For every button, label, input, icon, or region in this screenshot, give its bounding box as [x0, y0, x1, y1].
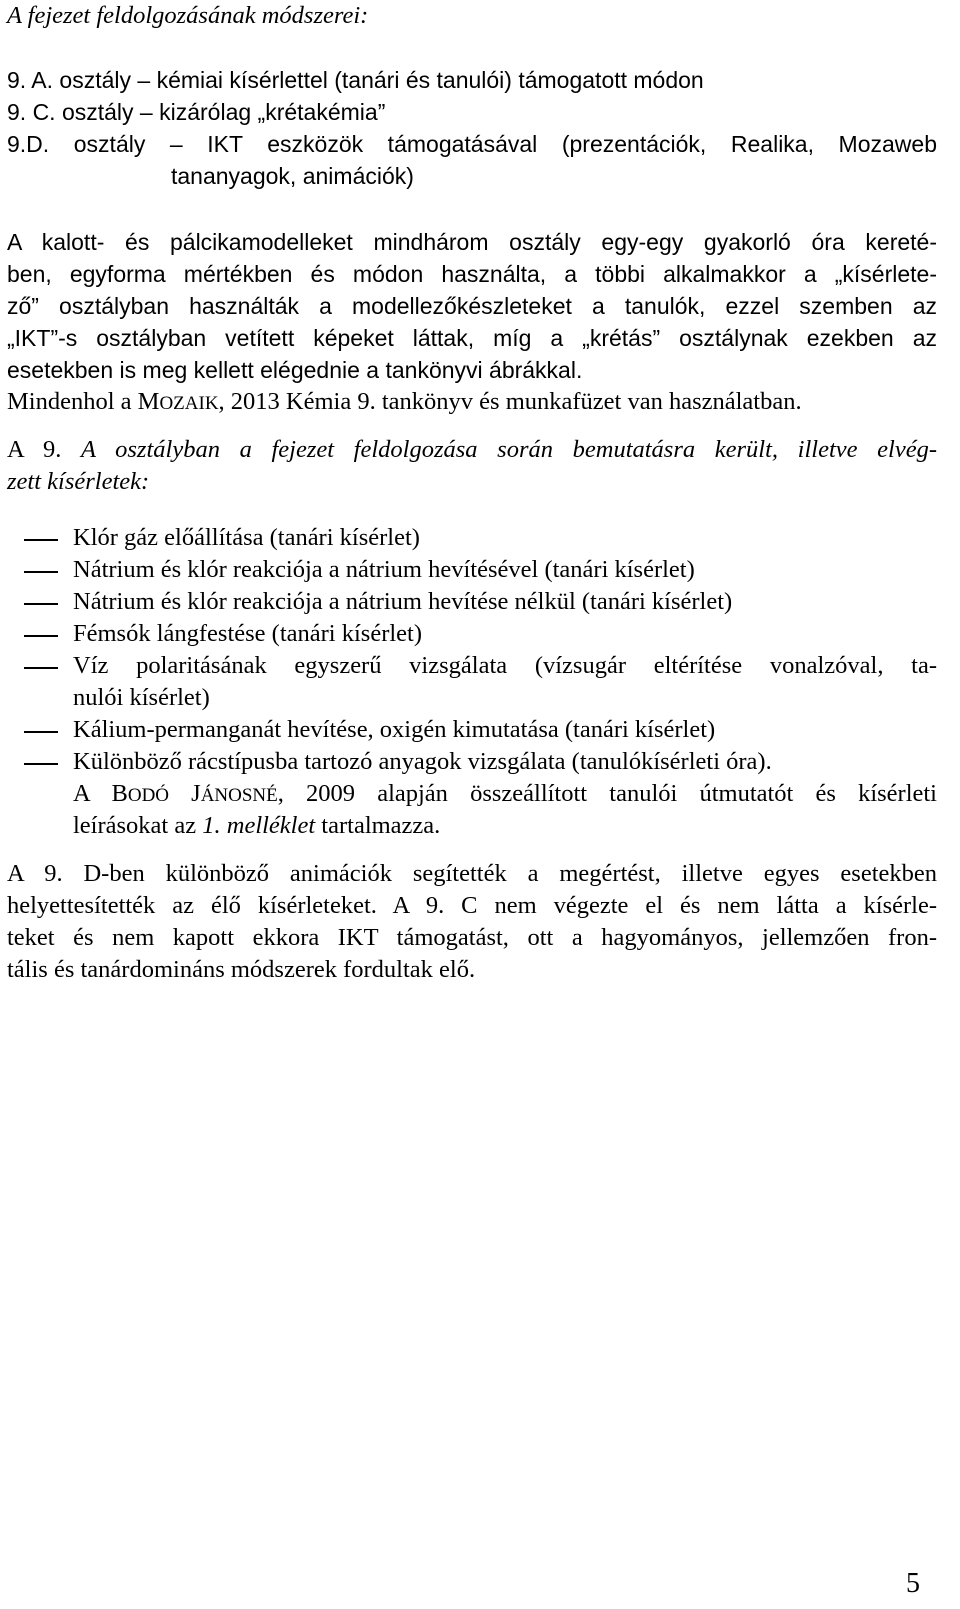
method-9d: 9.D. osztály – IKT eszközök támogatásával (prezentációk, Realika, Mozaweb: [7, 131, 937, 157]
paragraph-line: A kalott- és pálcikamodelleket mindhárom osztály egy-egy gyakorló óra kereté-: [7, 229, 937, 255]
paragraph-line: helyettesítették az élő kísérleteket. A 9. C nem végezte el és nem látta a kísérle-: [7, 892, 937, 919]
paragraph-line: teket és nem kapott ekkora IKT támogatást, ott a hagyományos, jellemzően fron-: [7, 924, 937, 951]
paragraph-line: „IKT”-s osztályban vetített képeket láttak, míg a „krétás” osztálynak ezekben az: [7, 325, 937, 351]
paragraph-line: ző” osztályban használták a modellezőkészleteket a tanulók, ezzel szemben az: [7, 293, 937, 319]
paragraph-line: esetekben is meg kellett elégednie a tankönyvi ábrákkal.: [7, 357, 583, 383]
dash-bullet-icon: [24, 539, 58, 541]
dash-bullet-icon: [24, 571, 58, 573]
dash-bullet-icon: [24, 635, 58, 637]
section-heading: A fejezet feldolgozásának módszerei:: [7, 2, 369, 29]
method-9c: 9. C. osztály – kizárólag „krétakémia”: [7, 99, 386, 125]
paragraph-line: ben, egyforma mértékben és módon használta, a többi alkalmakkor a „kísérlete-: [7, 261, 937, 287]
list-item: Klór gáz előállítása (tanári kísérlet): [73, 524, 420, 551]
paragraph-line: A 9. D-ben különböző animációk segítették a megértést, illetve egyes esetekben: [7, 860, 937, 887]
dash-bullet-icon: [24, 731, 58, 733]
dash-bullet-icon: [24, 763, 58, 765]
list-item: Fémsók lángfestése (tanári kísérlet): [73, 620, 423, 647]
experiments-intro-continued: zett kísérletek:: [7, 468, 150, 495]
experiments-intro: A 9. A osztályban a fejezet feldolgozása során bemutatásra került, illetve elvég-: [7, 436, 937, 463]
dash-bullet-icon: [24, 667, 58, 669]
list-item-note: A BODÓ JÁNOSNÉ, 2009 alapján összeállított tanulói útmutatót és kísérleti: [73, 780, 937, 807]
list-item-continued: nulói kísérlet): [73, 684, 210, 711]
list-item-note-continued: leírásokat az 1. melléklet tartalmazza.: [73, 812, 441, 839]
paragraph-line: tális és tanárdomináns módszerek fordultak elő.: [7, 956, 476, 983]
page-number: 5: [906, 1568, 920, 1599]
method-9a: 9. A. osztály – kémiai kísérlettel (tanári és tanulói) támogatott módon: [7, 67, 704, 93]
list-item: Nátrium és klór reakciója a nátrium hevítésével (tanári kísérlet): [73, 556, 695, 583]
list-item: Különböző rácstípusba tartozó anyagok vizsgálata (tanulókísérleti óra).: [73, 748, 772, 775]
list-item: Kálium-permanganát hevítése, oxigén kimutatása (tanári kísérlet): [73, 716, 716, 743]
dash-bullet-icon: [24, 603, 58, 605]
method-9d-continued: tananyagok, animációk): [171, 163, 414, 189]
list-item: Víz polaritásának egyszerű vizsgálata (vízsugár eltérítése vonalzóval, ta-: [73, 652, 937, 679]
list-item: Nátrium és klór reakciója a nátrium hevítése nélkül (tanári kísérlet): [73, 588, 733, 615]
textbook-sentence: Mindenhol a MOZAIK, 2013 Kémia 9. tankönyv és munkafüzet van használatban.: [7, 388, 802, 415]
